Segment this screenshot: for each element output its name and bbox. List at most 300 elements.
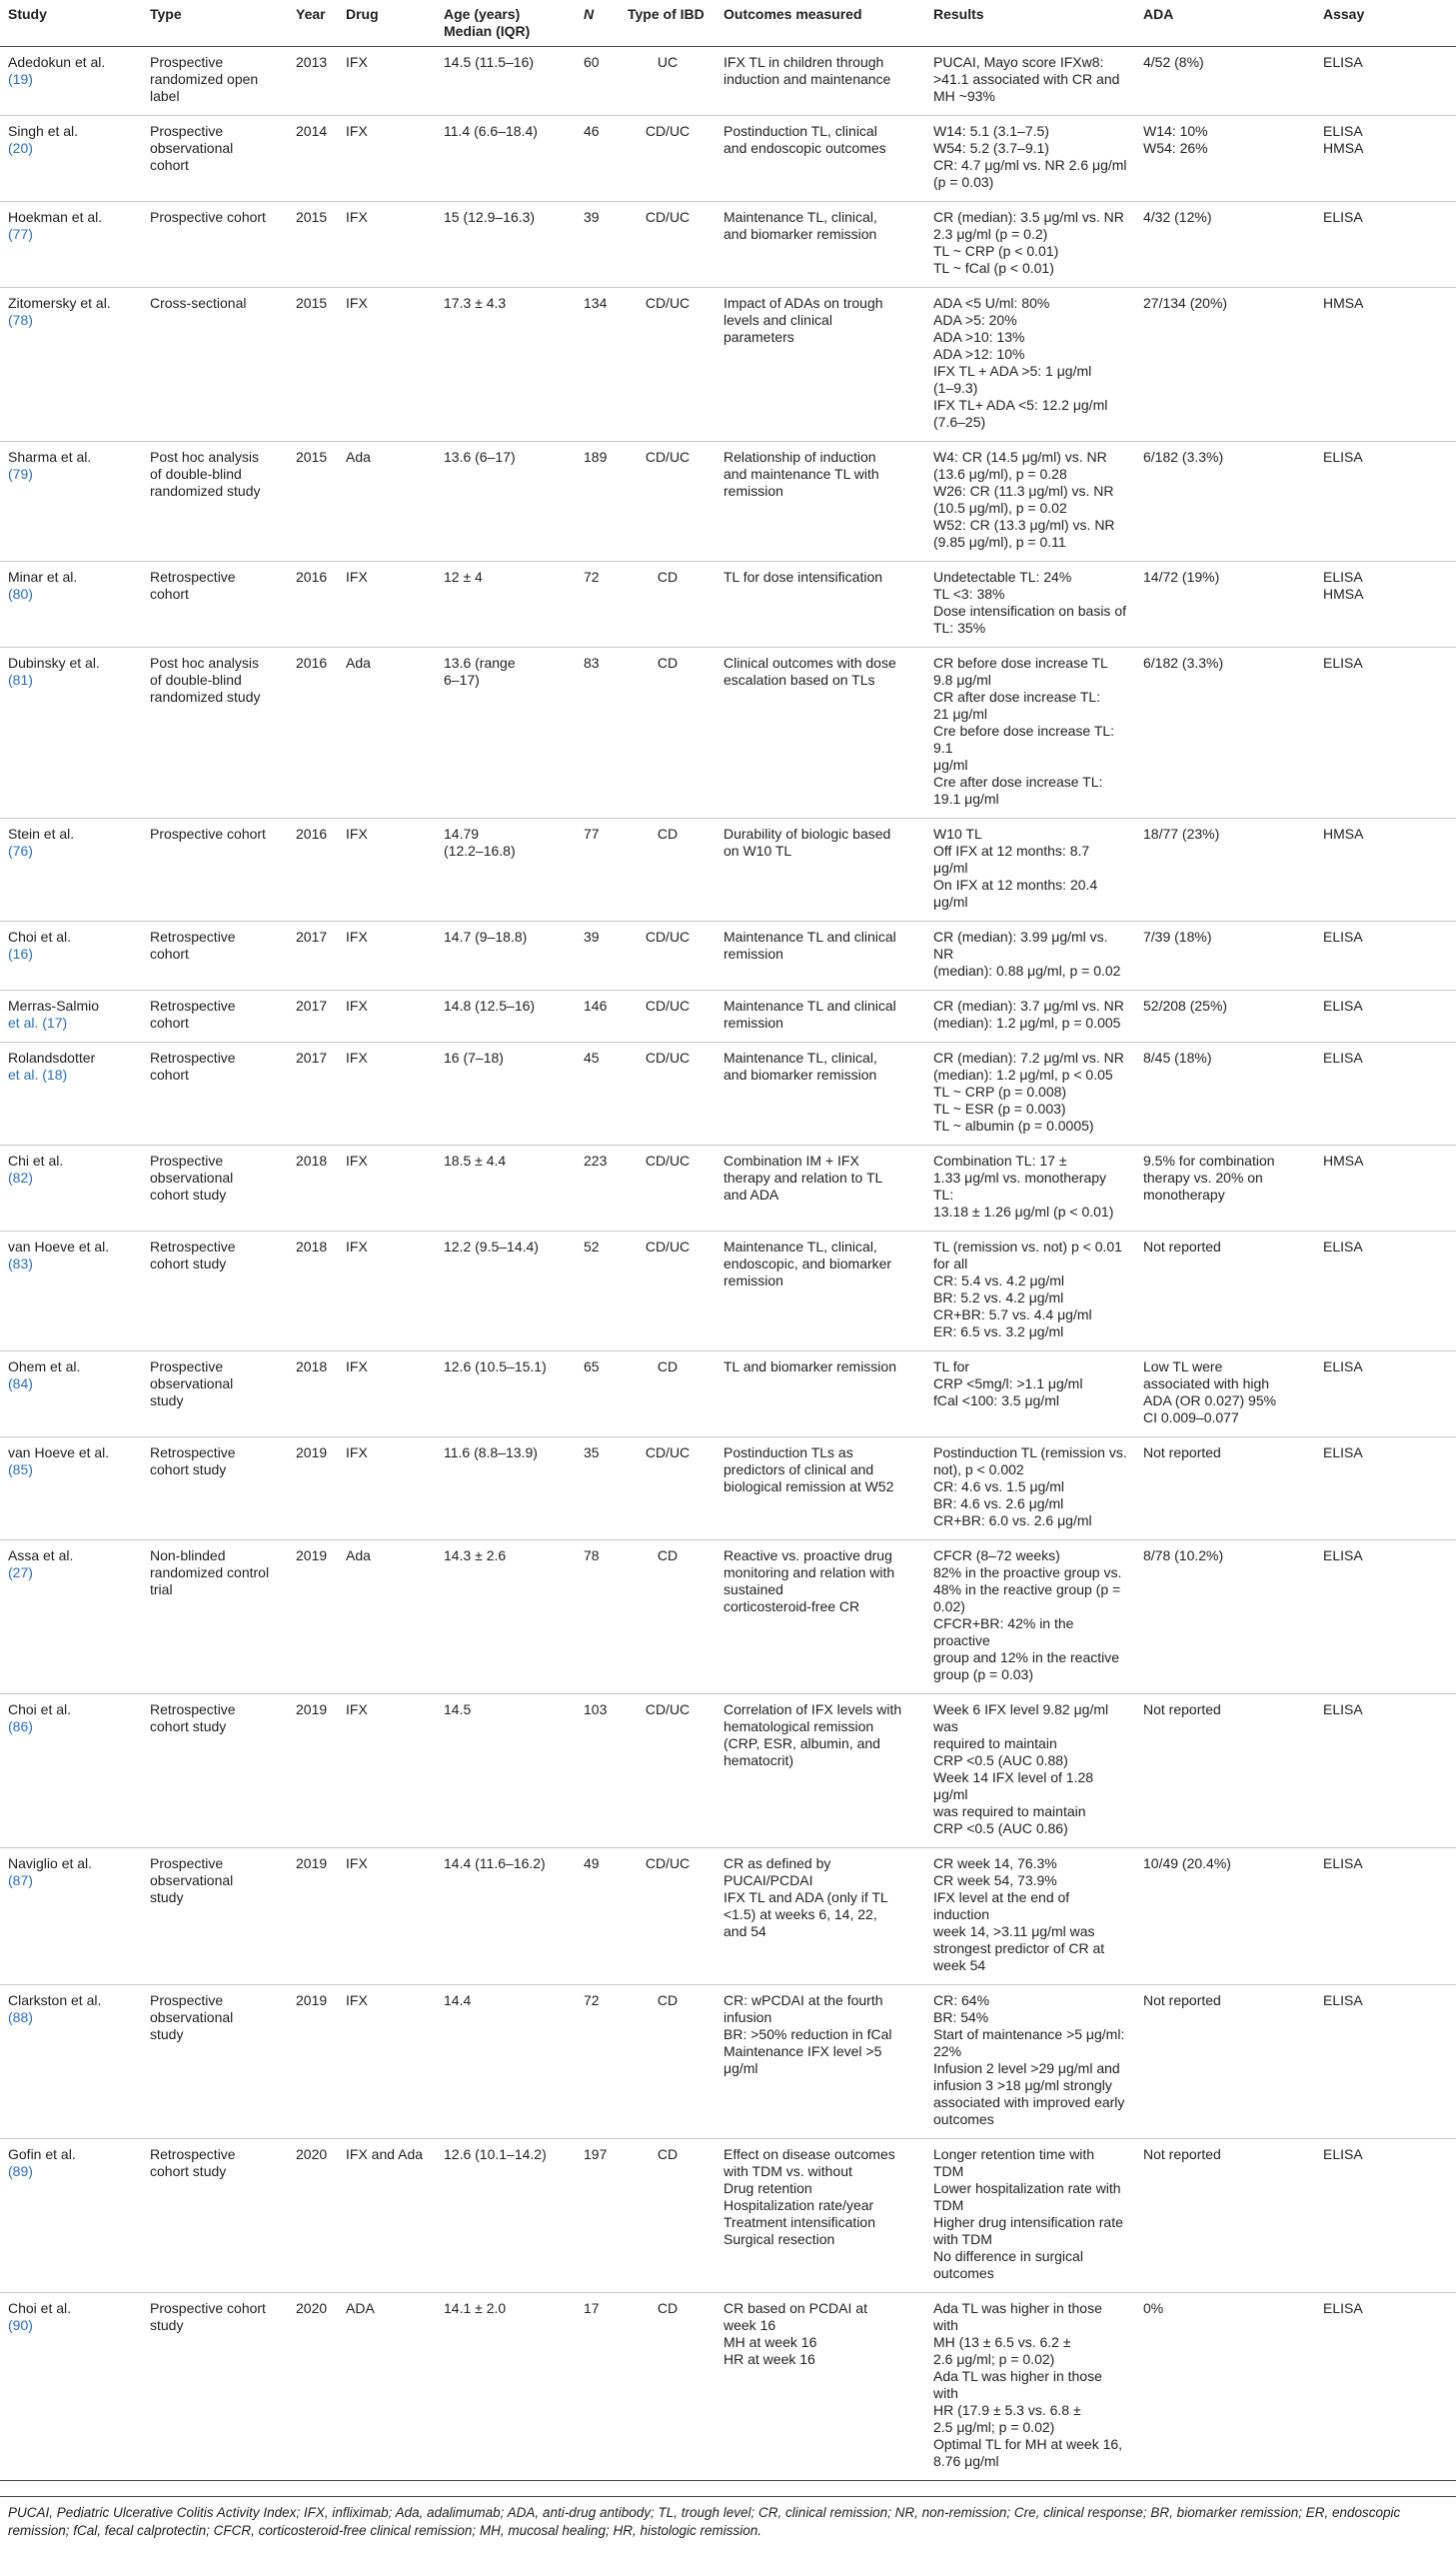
result-line: (7.6–25) bbox=[933, 414, 986, 430]
cell-ada bbox=[1135, 202, 1315, 288]
result-line: CRP <0.5 (AUC 0.88) bbox=[933, 1752, 1068, 1768]
cell-results bbox=[925, 288, 1135, 442]
cell-drug bbox=[338, 288, 436, 442]
cell-type bbox=[142, 1232, 288, 1351]
result-line: CR week 54, 73.9% bbox=[933, 1872, 1057, 1888]
cell-ibd bbox=[620, 1232, 716, 1351]
header-n: N bbox=[576, 0, 620, 47]
ibd-value: CD/UC bbox=[645, 929, 691, 945]
age-line: 14.8 (12.5–16) bbox=[444, 998, 536, 1014]
cell-results bbox=[925, 648, 1135, 819]
study-citation: (88) bbox=[8, 2009, 33, 2025]
study-type-line: study bbox=[150, 2317, 184, 2333]
cell-age bbox=[436, 1146, 576, 1232]
cell-results bbox=[925, 116, 1135, 202]
age-line: (12.2–16.8) bbox=[444, 843, 516, 859]
age-line: 13.6 (6–17) bbox=[444, 449, 516, 465]
result-line: week 14, >3.11 μg/ml was bbox=[933, 1923, 1095, 1939]
n-value: 65 bbox=[584, 1358, 600, 1374]
cell-results bbox=[925, 991, 1135, 1043]
outcome-line: with TDM vs. without bbox=[724, 2163, 852, 2179]
result-line: TL: 35% bbox=[933, 620, 986, 636]
assay-line: ELISA bbox=[1323, 209, 1363, 225]
cell-assay bbox=[1315, 991, 1456, 1043]
cell-n bbox=[576, 648, 620, 819]
cell-outcomes bbox=[716, 1043, 925, 1146]
ibd-value: CD/UC bbox=[645, 295, 691, 311]
result-line: CR+BR: 6.0 vs. 2.6 μg/ml bbox=[933, 1512, 1092, 1528]
outcome-line: Surgical resection bbox=[724, 2231, 835, 2247]
table-row bbox=[0, 116, 1456, 202]
result-line: TL ~ CRP (p < 0.01) bbox=[933, 243, 1059, 259]
result-line: group (p = 0.03) bbox=[933, 1666, 1034, 1682]
outcome-line: and maintenance TL with bbox=[724, 466, 879, 482]
cell-year bbox=[288, 922, 338, 991]
age-line: 12.2 (9.5–14.4) bbox=[444, 1239, 539, 1255]
cell-ada bbox=[1135, 991, 1315, 1043]
header-outcomes: Outcomes measured bbox=[716, 0, 925, 47]
study-type-line: Prospective bbox=[150, 54, 224, 70]
cell-year bbox=[288, 1351, 338, 1437]
result-line: Start of maintenance >5 μg/ml: bbox=[933, 2026, 1125, 2042]
study-type-line: cohort bbox=[150, 157, 189, 173]
result-line: W52: CR (13.3 μg/ml) vs. NR bbox=[933, 517, 1115, 533]
header-results: Results bbox=[925, 0, 1135, 47]
study-type-line: cohort bbox=[150, 1067, 189, 1083]
result-line: 8.76 μg/ml bbox=[933, 2453, 999, 2469]
cell-study bbox=[0, 442, 142, 562]
n-value: 223 bbox=[584, 1153, 608, 1169]
cell-ibd bbox=[620, 819, 716, 922]
cell-n bbox=[576, 922, 620, 991]
age-line: 14.4 (11.6–16.2) bbox=[444, 1855, 546, 1871]
study-name: Singh et al. bbox=[8, 123, 79, 139]
cell-age bbox=[436, 1985, 576, 2139]
cell-assay bbox=[1315, 1540, 1456, 1694]
outcome-line: and biomarker remission bbox=[724, 226, 877, 242]
assay-line: ELISA bbox=[1323, 2300, 1363, 2316]
outcome-line: Hospitalization rate/year bbox=[724, 2197, 874, 2213]
outcome-line: on W10 TL bbox=[724, 843, 792, 859]
drug-value: IFX bbox=[346, 295, 368, 311]
year-value: 2013 bbox=[296, 54, 328, 70]
ibd-value: CD/UC bbox=[645, 123, 691, 139]
result-line: 13.18 ± 1.26 μg/ml (p < 0.01) bbox=[933, 1204, 1114, 1220]
ibd-value: CD/UC bbox=[645, 1239, 691, 1255]
cell-ibd bbox=[620, 47, 716, 116]
result-line: 2.6 μg/ml; p = 0.02) bbox=[933, 2351, 1055, 2367]
table-row bbox=[0, 1351, 1456, 1437]
assay-line: HMSA bbox=[1323, 826, 1364, 842]
study-citation: (81) bbox=[8, 672, 33, 688]
ibd-value: CD bbox=[657, 1547, 679, 1563]
cell-type bbox=[142, 1694, 288, 1848]
cell-outcomes bbox=[716, 1146, 925, 1232]
assay-line: ELISA bbox=[1323, 54, 1363, 70]
cell-drug bbox=[338, 202, 436, 288]
result-line: 21 μg/ml bbox=[933, 706, 987, 722]
cell-n bbox=[576, 1232, 620, 1351]
ada-line: monotherapy bbox=[1143, 1187, 1225, 1203]
cell-outcomes bbox=[716, 819, 925, 922]
cell-assay bbox=[1315, 648, 1456, 819]
cell-type bbox=[142, 1985, 288, 2139]
cell-ibd bbox=[620, 1437, 716, 1540]
cell-type bbox=[142, 1146, 288, 1232]
year-value: 2018 bbox=[296, 1358, 328, 1374]
header-type: Type bbox=[142, 0, 288, 47]
year-value: 2016 bbox=[296, 826, 328, 842]
cell-assay bbox=[1315, 1232, 1456, 1351]
result-line: CR: 5.4 vs. 4.2 μg/ml bbox=[933, 1273, 1064, 1288]
result-line: CR: 4.7 μg/ml vs. NR 2.6 μg/ml bbox=[933, 157, 1127, 173]
outcome-line: CR: wPCDAI at the fourth bbox=[724, 1992, 883, 2008]
cell-type bbox=[142, 1351, 288, 1437]
ada-line: Not reported bbox=[1143, 1239, 1221, 1255]
cell-ada bbox=[1135, 1043, 1315, 1146]
outcome-line: Effect on disease outcomes bbox=[724, 2146, 895, 2162]
cell-n bbox=[576, 562, 620, 648]
study-type-line: Post hoc analysis bbox=[150, 449, 259, 465]
age-line: 14.5 bbox=[444, 1701, 472, 1717]
drug-value: Ada bbox=[346, 449, 371, 465]
assay-line: ELISA bbox=[1323, 2146, 1363, 2162]
result-line: (13.6 μg/ml), p = 0.28 bbox=[933, 466, 1067, 482]
result-line: TL ~ albumin (p = 0.0005) bbox=[933, 1118, 1094, 1134]
drug-value: IFX bbox=[346, 1855, 368, 1871]
year-value: 2016 bbox=[296, 655, 328, 671]
outcome-line: Postinduction TLs as bbox=[724, 1444, 853, 1460]
assay-line: ELISA bbox=[1323, 998, 1363, 1014]
cell-results bbox=[925, 1848, 1135, 1985]
cell-year bbox=[288, 202, 338, 288]
year-value: 2020 bbox=[296, 2300, 328, 2316]
result-line: CR+BR: 5.7 vs. 4.4 μg/ml bbox=[933, 1306, 1092, 1322]
cell-results bbox=[925, 442, 1135, 562]
ada-line: 10/49 (20.4%) bbox=[1143, 1855, 1231, 1871]
outcome-line: therapy and relation to TL bbox=[724, 1170, 883, 1186]
study-type-line: Retrospective bbox=[150, 1444, 236, 1460]
cell-ibd bbox=[620, 1985, 716, 2139]
cell-n bbox=[576, 1437, 620, 1540]
cell-type bbox=[142, 1043, 288, 1146]
result-line: not), p < 0.002 bbox=[933, 1461, 1024, 1477]
header-year: Year bbox=[288, 0, 338, 47]
drug-value: Ada bbox=[346, 655, 371, 671]
age-line: 14.4 bbox=[444, 1992, 472, 2008]
outcome-line: HR at week 16 bbox=[724, 2351, 815, 2367]
cell-year bbox=[288, 2139, 338, 2293]
ibd-value: CD/UC bbox=[645, 209, 691, 225]
cell-year bbox=[288, 1985, 338, 2139]
result-line: TDM bbox=[933, 2197, 964, 2213]
result-line: TL for bbox=[933, 1358, 970, 1374]
assay-line: ELISA bbox=[1323, 1358, 1363, 1374]
ada-line: Not reported bbox=[1143, 2146, 1221, 2162]
study-type-line: trial bbox=[150, 1581, 173, 1597]
result-line: MH ~93% bbox=[933, 88, 995, 104]
result-line: (median): 1.2 μg/ml, p = 0.005 bbox=[933, 1015, 1121, 1031]
cell-n bbox=[576, 1146, 620, 1232]
result-line: BR: 4.6 vs. 2.6 μg/ml bbox=[933, 1495, 1064, 1511]
cell-assay bbox=[1315, 1437, 1456, 1540]
result-line: IFX TL+ ADA <5: 12.2 μg/ml bbox=[933, 397, 1108, 413]
cell-age bbox=[436, 47, 576, 116]
cell-age bbox=[436, 1437, 576, 1540]
cell-drug bbox=[338, 2139, 436, 2293]
cell-year bbox=[288, 819, 338, 922]
cell-outcomes bbox=[716, 116, 925, 202]
assay-line: ELISA bbox=[1323, 1239, 1363, 1255]
drug-value: ADA bbox=[346, 2300, 375, 2316]
study-name: Sharma et al. bbox=[8, 449, 92, 465]
cell-study bbox=[0, 2293, 142, 2481]
study-type-line: observational bbox=[150, 1170, 234, 1186]
study-name: van Hoeve et al. bbox=[8, 1444, 110, 1460]
cell-age bbox=[436, 648, 576, 819]
result-line: TL ~ ESR (p = 0.003) bbox=[933, 1101, 1066, 1117]
outcome-line: Maintenance TL, clinical, bbox=[724, 209, 877, 225]
cell-ada bbox=[1135, 648, 1315, 819]
cell-ibd bbox=[620, 648, 716, 819]
cell-type bbox=[142, 2293, 288, 2481]
study-citation: (80) bbox=[8, 586, 33, 602]
cell-results bbox=[925, 1694, 1135, 1848]
result-line: W54: 5.2 (3.7–9.1) bbox=[933, 140, 1049, 156]
cell-outcomes bbox=[716, 47, 925, 116]
result-line: strongest predictor of CR at bbox=[933, 1940, 1105, 1956]
cell-results bbox=[925, 2139, 1135, 2293]
outcome-line: biological remission at W52 bbox=[724, 1478, 894, 1494]
cell-type bbox=[142, 116, 288, 202]
cell-year bbox=[288, 116, 338, 202]
cell-ada bbox=[1135, 442, 1315, 562]
drug-value: IFX bbox=[346, 1239, 368, 1255]
cell-assay bbox=[1315, 1351, 1456, 1437]
cell-year bbox=[288, 1043, 338, 1146]
cell-outcomes bbox=[716, 1540, 925, 1694]
age-line: 16 (7–18) bbox=[444, 1050, 504, 1066]
cell-outcomes bbox=[716, 288, 925, 442]
study-citation: (86) bbox=[8, 1718, 33, 1734]
result-line: Week 6 IFX level 9.82 μg/ml was bbox=[933, 1701, 1109, 1734]
cell-type bbox=[142, 288, 288, 442]
ada-line: 6/182 (3.3%) bbox=[1143, 655, 1224, 671]
table-row bbox=[0, 47, 1456, 116]
n-value: 77 bbox=[584, 826, 600, 842]
study-type-line: observational bbox=[150, 1375, 234, 1391]
study-name: Choi et al. bbox=[8, 1701, 72, 1717]
study-citation: (85) bbox=[8, 1461, 33, 1477]
cell-outcomes bbox=[716, 562, 925, 648]
cell-ibd bbox=[620, 288, 716, 442]
outcome-line: remission bbox=[724, 946, 783, 962]
study-type-line: Retrospective bbox=[150, 929, 236, 945]
cell-ibd bbox=[620, 991, 716, 1043]
cell-n bbox=[576, 1351, 620, 1437]
cell-outcomes bbox=[716, 1694, 925, 1848]
year-value: 2017 bbox=[296, 929, 328, 945]
assay-line: HMSA bbox=[1323, 140, 1364, 156]
cell-assay bbox=[1315, 116, 1456, 202]
drug-value: IFX bbox=[346, 1444, 368, 1460]
cell-ibd bbox=[620, 1351, 716, 1437]
cell-study bbox=[0, 1985, 142, 2139]
study-name: Choi et al. bbox=[8, 2300, 72, 2316]
cell-n bbox=[576, 202, 620, 288]
study-citation: (76) bbox=[8, 843, 33, 859]
cell-drug bbox=[338, 1540, 436, 1694]
result-line: HR (17.9 ± 5.3 vs. 6.8 ± bbox=[933, 2402, 1081, 2418]
age-line: 12.6 (10.5–15.1) bbox=[444, 1358, 547, 1374]
study-name: Gofin et al. bbox=[8, 2146, 76, 2162]
ibd-value: UC bbox=[657, 54, 679, 70]
cell-assay bbox=[1315, 2293, 1456, 2481]
cell-n bbox=[576, 991, 620, 1043]
table-row bbox=[0, 1848, 1456, 1985]
cell-year bbox=[288, 442, 338, 562]
cell-n bbox=[576, 442, 620, 562]
cell-year bbox=[288, 2293, 338, 2481]
assay-line: ELISA bbox=[1323, 1992, 1363, 2008]
result-line: (median): 0.88 μg/ml, p = 0.02 bbox=[933, 963, 1121, 979]
age-line: 17.3 ± 4.3 bbox=[444, 295, 507, 311]
table-row bbox=[0, 1043, 1456, 1146]
study-type-line: Retrospective bbox=[150, 1050, 236, 1066]
age-line: 12 ± 4 bbox=[444, 569, 483, 585]
study-type-line: cohort bbox=[150, 946, 189, 962]
table-row bbox=[0, 1146, 1456, 1232]
study-citation: (79) bbox=[8, 466, 33, 482]
result-line: 82% in the proactive group vs. bbox=[933, 1564, 1122, 1580]
outcome-line: hematocrit) bbox=[724, 1752, 794, 1768]
assay-line: HMSA bbox=[1323, 586, 1364, 602]
drug-value: IFX bbox=[346, 209, 368, 225]
cell-ibd bbox=[620, 202, 716, 288]
ibd-value: CD/UC bbox=[645, 1855, 691, 1871]
cell-assay bbox=[1315, 1848, 1456, 1985]
result-line: 1.33 μg/ml vs. monotherapy TL: bbox=[933, 1170, 1107, 1203]
result-line: Postinduction TL (remission vs. bbox=[933, 1444, 1127, 1460]
cell-age bbox=[436, 1351, 576, 1437]
ada-line: Not reported bbox=[1143, 1444, 1221, 1460]
outcome-line: predictors of clinical and bbox=[724, 1461, 874, 1477]
cell-drug bbox=[338, 1985, 436, 2139]
result-line: Ada TL was higher in those with bbox=[933, 2300, 1102, 2333]
table-body bbox=[0, 47, 1456, 2481]
result-line: CR: 4.6 vs. 1.5 μg/ml bbox=[933, 1478, 1064, 1494]
study-name: Ohem et al. bbox=[8, 1358, 81, 1374]
cell-ada bbox=[1135, 1848, 1315, 1985]
cell-age bbox=[436, 202, 576, 288]
cell-results bbox=[925, 922, 1135, 991]
cell-age bbox=[436, 922, 576, 991]
cell-year bbox=[288, 1437, 338, 1540]
cell-year bbox=[288, 1694, 338, 1848]
cell-ada bbox=[1135, 2139, 1315, 2293]
cell-results bbox=[925, 1985, 1135, 2139]
cell-results bbox=[925, 819, 1135, 922]
cell-age bbox=[436, 1540, 576, 1694]
study-citation: (27) bbox=[8, 1564, 33, 1580]
ada-line: 6/182 (3.3%) bbox=[1143, 449, 1224, 465]
header-ada: ADA bbox=[1135, 0, 1315, 47]
cell-assay bbox=[1315, 288, 1456, 442]
study-type-line: Retrospective bbox=[150, 2146, 236, 2162]
outcome-line: parameters bbox=[724, 329, 794, 345]
cell-year bbox=[288, 288, 338, 442]
header-study: Study bbox=[0, 0, 142, 47]
study-type-line: Prospective bbox=[150, 123, 224, 139]
ibd-value: CD/UC bbox=[645, 1444, 691, 1460]
outcome-line: Clinical outcomes with dose bbox=[724, 655, 896, 671]
year-value: 2020 bbox=[296, 2146, 328, 2162]
ibd-value: CD bbox=[657, 2300, 679, 2316]
cell-type bbox=[142, 648, 288, 819]
age-line: 11.4 (6.6–18.4) bbox=[444, 123, 538, 139]
study-type-line: randomized control bbox=[150, 1564, 270, 1580]
study-name: Assa et al. bbox=[8, 1547, 74, 1563]
ibd-value: CD/UC bbox=[645, 1153, 691, 1169]
cell-year bbox=[288, 1540, 338, 1694]
ibd-value: CD/UC bbox=[645, 998, 691, 1014]
cell-study bbox=[0, 1232, 142, 1351]
cell-study bbox=[0, 1540, 142, 1694]
result-line: CR (median): 7.2 μg/ml vs. NR bbox=[933, 1050, 1124, 1066]
result-line: (9.85 μg/ml), p = 0.11 bbox=[933, 534, 1066, 550]
outcome-line: remission bbox=[724, 1273, 783, 1288]
cell-drug bbox=[338, 1146, 436, 1232]
study-type-line: cohort study bbox=[150, 1256, 227, 1272]
cell-age bbox=[436, 991, 576, 1043]
cell-year bbox=[288, 1146, 338, 1232]
cell-drug bbox=[338, 1437, 436, 1540]
result-line: 48% in the reactive group (p = bbox=[933, 1581, 1121, 1597]
study-citation: (77) bbox=[8, 226, 33, 242]
ada-line: Low TL were bbox=[1143, 1358, 1223, 1374]
cell-type bbox=[142, 819, 288, 922]
ada-line: W54: 26% bbox=[1143, 140, 1208, 156]
study-name: Zitomersky et al. bbox=[8, 295, 111, 311]
drug-value: IFX bbox=[346, 1050, 368, 1066]
cell-drug bbox=[338, 116, 436, 202]
study-type-line: Prospective bbox=[150, 1153, 224, 1169]
table-header-row bbox=[0, 0, 1456, 47]
result-line: Cre before dose increase TL: 9.1 bbox=[933, 723, 1115, 756]
assay-line: ELISA bbox=[1323, 1050, 1363, 1066]
study-name: Dubinsky et al. bbox=[8, 655, 100, 671]
assay-line: ELISA bbox=[1323, 929, 1363, 945]
cell-outcomes bbox=[716, 1848, 925, 1985]
outcome-line: Impact of ADAs on trough bbox=[724, 295, 883, 311]
outcome-line: escalation based on TLs bbox=[724, 672, 875, 688]
table-row bbox=[0, 991, 1456, 1043]
year-value: 2015 bbox=[296, 295, 328, 311]
cell-study bbox=[0, 1146, 142, 1232]
result-line: CFCR (8–72 weeks) bbox=[933, 1547, 1060, 1563]
result-line: 2.5 μg/ml; p = 0.02) bbox=[933, 2419, 1055, 2435]
n-value: 46 bbox=[584, 123, 600, 139]
result-line: (1–9.3) bbox=[933, 380, 978, 396]
outcome-line: induction and maintenance bbox=[724, 71, 891, 87]
year-value: 2019 bbox=[296, 1444, 328, 1460]
cell-outcomes bbox=[716, 991, 925, 1043]
result-line: W4: CR (14.5 μg/ml) vs. NR bbox=[933, 449, 1107, 465]
cell-drug bbox=[338, 562, 436, 648]
age-line: 11.6 (8.8–13.9) bbox=[444, 1444, 538, 1460]
header-ibd: Type of IBD bbox=[620, 0, 716, 47]
cell-year bbox=[288, 562, 338, 648]
